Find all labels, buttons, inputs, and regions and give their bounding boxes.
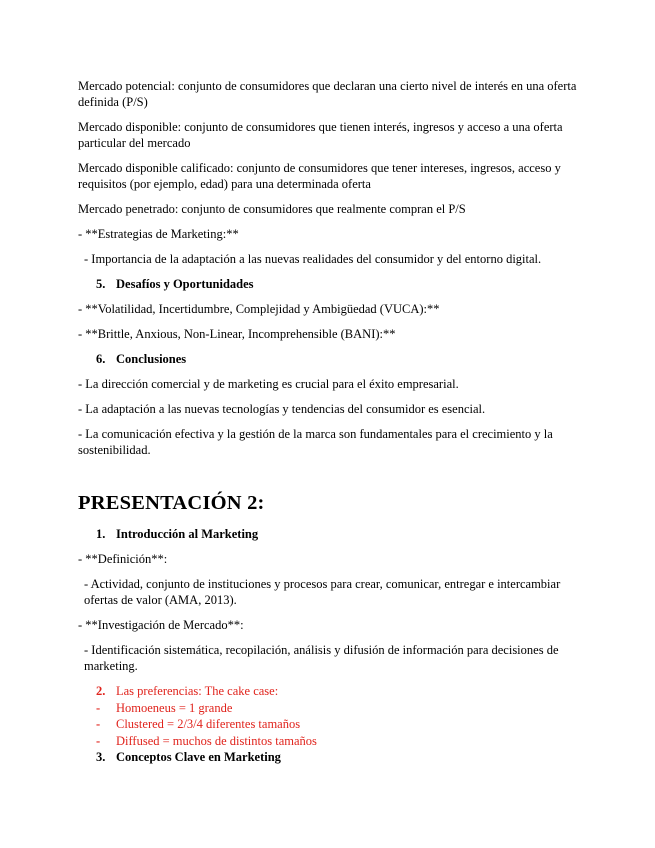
section-number: 3.: [96, 750, 106, 764]
section-number: 1.: [96, 527, 106, 541]
section-number: 6.: [96, 352, 106, 366]
section-heading-conceptos: [78, 749, 578, 765]
list-item: [78, 733, 578, 750]
section-heading-desafios: [78, 276, 578, 292]
section-title: Conceptos Clave en Marketing: [116, 750, 281, 764]
bullet-investigacion-text: - Identificación sistemática, recopilación, análisis y difusión de información para decisiones de marketing.: [84, 643, 559, 673]
paragraph-mercado-penetrado: Mercado penetrado: conjunto de consumidores que realmente compran el P/S: [78, 202, 466, 216]
bullet-adaptacion-tecnologias: - La adaptación a las nuevas tecnologías y tendencias del consumidor es esencial.: [78, 402, 486, 416]
document-body: [78, 78, 578, 774]
list-marker: -: [96, 700, 101, 715]
bullet-direccion-comercial: - La dirección comercial y de marketing es crucial para el éxito empresarial.: [78, 377, 459, 391]
list-marker: -: [96, 717, 101, 731]
section-heading-conclusiones: [78, 351, 578, 367]
section-title: Introducción al Marketing: [116, 527, 259, 541]
list-item-text: Las preferencias: The cake case:: [116, 684, 279, 698]
bullet-definicion-text: - Actividad, conjunto de instituciones y procesos para crear, comunicar, entregar e intercambiar ofertas de valor (AMA, 2013).: [84, 577, 561, 607]
section-title: Desafíos y Oportunidades: [116, 277, 254, 291]
paragraph-mercado-disponible: Mercado disponible: conjunto de consumidores que tienen interés, ingresos y acceso a una oferta particular del mercado: [78, 120, 563, 150]
red-preferences-list: [78, 683, 578, 749]
bullet-estrategias-marketing: - **Estrategias de Marketing:**: [78, 227, 239, 241]
list-marker: -: [96, 733, 101, 748]
list-marker: 2.: [96, 684, 106, 698]
list-item-text: Diffused = muchos de distintos tamaños: [116, 733, 317, 748]
paragraph-mercado-disponible-calificado: Mercado disponible calificado: conjunto de consumidores que tener intereses, ingresos, acceso y requisitos (por ejemplo, edad) para una determinada oferta: [78, 161, 561, 191]
paragraph-mercado-potencial: Mercado potencial: conjunto de consumidores que declaran una cierto nivel de interés en una oferta definida (P/S): [78, 79, 577, 109]
bullet-bani: - **Brittle, Anxious, Non-Linear, Incomprehensible (BANI):**: [78, 327, 396, 341]
list-item: [78, 700, 578, 717]
bullet-importancia-adaptacion: - Importancia de la adaptación a las nuevas realidades del consumidor y del entorno digital.: [84, 252, 542, 266]
list-item-text: Homoeneus = 1 grande: [116, 700, 233, 715]
section-heading-introduccion: [78, 526, 578, 542]
bullet-definicion: - **Definición**:: [78, 552, 168, 566]
bullet-vuca: - **Volatilidad, Incertidumbre, Complejidad y Ambigüedad (VUCA):**: [78, 302, 440, 316]
list-item-text: Clustered = 2/3/4 diferentes tamaños: [116, 717, 301, 731]
presentation-heading: PRESENTACIÓN 2:: [78, 492, 265, 514]
list-item: [78, 716, 578, 733]
section-title: Conclusiones: [116, 352, 187, 366]
bullet-comunicacion-efectiva: - La comunicación efectiva y la gestión de la marca son fundamentales para el crecimiento y la sostenibilidad.: [78, 427, 553, 457]
section-number: 5.: [96, 277, 106, 291]
list-item: [78, 683, 578, 700]
bullet-investigacion-mercado: - **Investigación de Mercado**:: [78, 618, 244, 632]
